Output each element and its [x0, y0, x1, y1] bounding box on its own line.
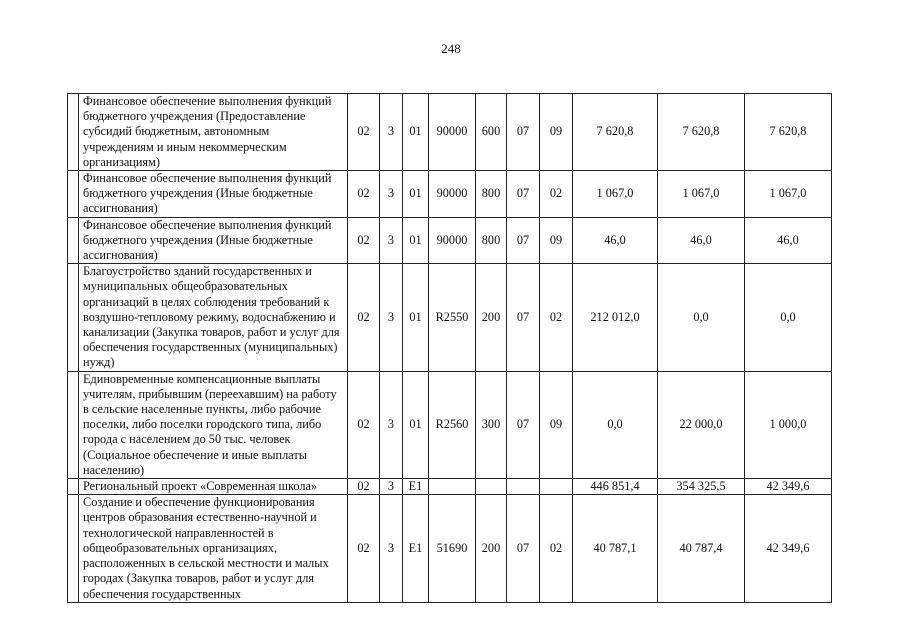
- code-cell: 90000: [429, 171, 476, 218]
- amount-cell: 40 787,4: [658, 495, 745, 602]
- code-cell: 01: [403, 264, 429, 371]
- row-name: Финансовое обеспечение выполнения функций бюджетного учреждения (Иные бюджетные ассигнования): [79, 217, 348, 264]
- amount-cell: 1 067,0: [658, 171, 745, 218]
- code-cell: 09: [540, 94, 573, 171]
- code-cell: [429, 479, 476, 495]
- amount-cell: 46,0: [745, 217, 832, 264]
- blank-cell: [68, 479, 79, 495]
- code-cell: 09: [540, 217, 573, 264]
- code-cell: [540, 479, 573, 495]
- code-cell: 02: [348, 171, 380, 218]
- code-cell: 3: [380, 495, 403, 602]
- amount-cell: 1 067,0: [745, 171, 832, 218]
- amount-cell: 7 620,8: [658, 94, 745, 171]
- code-cell: 51690: [429, 495, 476, 602]
- amount-cell: 212 012,0: [573, 264, 658, 371]
- row-name: Финансовое обеспечение выполнения функций бюджетного учреждения (Иные бюджетные ассигнования): [79, 171, 348, 218]
- code-cell: 07: [507, 171, 540, 218]
- code-cell: 02: [540, 495, 573, 602]
- code-cell: R2550: [429, 264, 476, 371]
- amount-cell: 0,0: [573, 371, 658, 478]
- amount-cell: 446 851,4: [573, 479, 658, 495]
- row-name: Единовременные компенсационные выплаты учителям, прибывшим (переехавшим) на работу в сельские населенные пункты, либо рабочие поселки, либо поселки городского типа, либо города с населением до 50 тыс. человек (Социальное обеспечение и иные выплаты населению): [79, 371, 348, 478]
- code-cell: 02: [540, 264, 573, 371]
- blank-cell: [68, 264, 79, 371]
- code-cell: 02: [348, 495, 380, 602]
- code-cell: 07: [507, 495, 540, 602]
- code-cell: 01: [403, 371, 429, 478]
- code-cell: 02: [348, 371, 380, 478]
- code-cell: 07: [507, 264, 540, 371]
- code-cell: 3: [380, 171, 403, 218]
- row-name: Региональный проект «Современная школа»: [79, 479, 348, 495]
- budget-table: [67, 93, 832, 603]
- code-cell: 800: [476, 171, 507, 218]
- code-cell: [507, 479, 540, 495]
- table-row: [68, 217, 832, 264]
- amount-cell: 46,0: [658, 217, 745, 264]
- code-cell: R2560: [429, 371, 476, 478]
- amount-cell: 1 000,0: [745, 371, 832, 478]
- amount-cell: 42 349,6: [745, 495, 832, 602]
- code-cell: 3: [380, 94, 403, 171]
- code-cell: 07: [507, 217, 540, 264]
- code-cell: E1: [403, 495, 429, 602]
- code-cell: 02: [348, 264, 380, 371]
- code-cell: 300: [476, 371, 507, 478]
- amount-cell: 1 067,0: [573, 171, 658, 218]
- code-cell: 800: [476, 217, 507, 264]
- table-row: [68, 171, 832, 218]
- code-cell: 01: [403, 94, 429, 171]
- amount-cell: 0,0: [658, 264, 745, 371]
- code-cell: 01: [403, 217, 429, 264]
- amount-cell: 354 325,5: [658, 479, 745, 495]
- code-cell: 3: [380, 479, 403, 495]
- code-cell: 200: [476, 264, 507, 371]
- table-row: [68, 94, 832, 171]
- table-row: [68, 495, 832, 602]
- code-cell: 200: [476, 495, 507, 602]
- code-cell: 3: [380, 371, 403, 478]
- table-row: [68, 479, 832, 495]
- amount-cell: 40 787,1: [573, 495, 658, 602]
- row-name: Финансовое обеспечение выполнения функций бюджетного учреждения (Предоставление субсидий бюджетным, автономным учреждениям и иным некоммерческим организациям): [79, 94, 348, 171]
- code-cell: E1: [403, 479, 429, 495]
- amount-cell: 7 620,8: [745, 94, 832, 171]
- code-cell: 09: [540, 371, 573, 478]
- code-cell: 02: [540, 171, 573, 218]
- code-cell: 07: [507, 94, 540, 171]
- code-cell: 02: [348, 217, 380, 264]
- amount-cell: 46,0: [573, 217, 658, 264]
- code-cell: 600: [476, 94, 507, 171]
- amount-cell: 42 349,6: [745, 479, 832, 495]
- code-cell: [476, 479, 507, 495]
- blank-cell: [68, 171, 79, 218]
- code-cell: 3: [380, 217, 403, 264]
- code-cell: 90000: [429, 217, 476, 264]
- blank-cell: [68, 495, 79, 602]
- code-cell: 3: [380, 264, 403, 371]
- amount-cell: 22 000,0: [658, 371, 745, 478]
- amount-cell: 7 620,8: [573, 94, 658, 171]
- blank-cell: [68, 371, 79, 478]
- code-cell: 07: [507, 371, 540, 478]
- row-name: Создание и обеспечение функционирования центров образования естественно-научной и технологической направленностей в общеобразовательных организациях, расположенных в сельской местности и малых городах (Закупка товаров, работ и услуг для обеспечения государственных: [79, 495, 348, 602]
- table-row: [68, 264, 832, 371]
- blank-cell: [68, 217, 79, 264]
- amount-cell: 0,0: [745, 264, 832, 371]
- row-name: Благоустройство зданий государственных и муниципальных общеобразовательных организаций в целях соблюдения требований к воздушно-тепловому режиму, водоснабжению и канализации (Закупка товаров, работ и услуг для обеспечения государственных (муниципальных) нужд): [79, 264, 348, 371]
- page-number: 248: [441, 41, 461, 56]
- code-cell: 01: [403, 171, 429, 218]
- code-cell: 02: [348, 479, 380, 495]
- table-row: [68, 371, 832, 478]
- blank-cell: [68, 94, 79, 171]
- code-cell: 90000: [429, 94, 476, 171]
- code-cell: 02: [348, 94, 380, 171]
